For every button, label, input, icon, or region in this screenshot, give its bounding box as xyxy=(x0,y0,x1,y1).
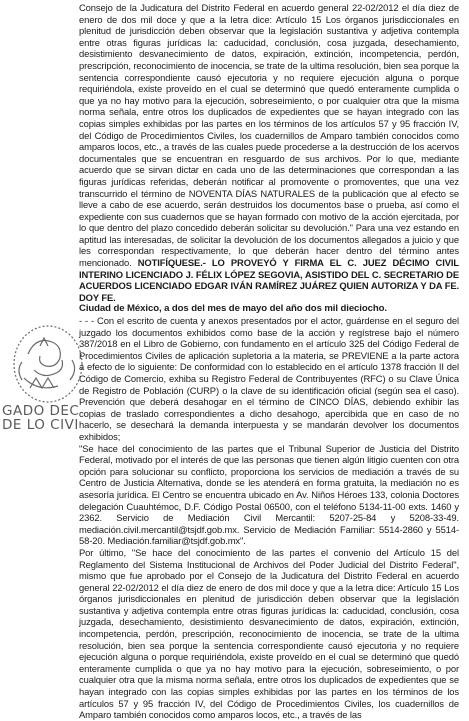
paragraph-4: Por último, "Se hace del conocimiento de las partes el convenio del Artículo 15 del Reglamento del Sistema Institucional de Archivos del Poder Judicial del Distrito Federal", mismo que fue aprobado por el Consejo de la Judicatura del Distrito Federal en acuerdo general 22-02/2012 el día diez de enero de dos mil doce y que a la letra dice: Artículo 15 Los órganos jurisdiccionales en plenitud de jurisdicción deben observar que la legislación sustantiva y adjetiva contempla entre otras figuras jurídicas la: caducidad, conclusión, cosa juzgada, desechamiento, desistimiento desvanecimiento de datos, expiración, extinción, incompetencia, perdón, prescripción, reconocimiento de inocencia, se trate de la ultima resolución, bien sea porque la sentencia correspondiente causó ejecutoria y no requiere ejecución alguna o porque requiriéndola, existe proveído en el cual se determinó que quedó enteramente cumplida o que ya no hay motivo para la ejecución, sobreseimiento, o por cualquier otra que la misma norma señala, entre otros los duplicados de expedientes que se hayan integrado con las copias simples exhibidas por las partes en los términos de los artículos 57 y 95 fracción IV, del Código de Procedimientos Civiles, los cuadernillos de Amparo también conocidos como amparos locos, etc., a través de las xyxy=(79,546,459,721)
document-body xyxy=(79,2,459,721)
date-line: Ciudad de México, a dos del mes de mayo del año dos mil dieciocho. xyxy=(79,303,387,315)
court-stamp xyxy=(2,404,80,432)
paragraph-3: "Se hace del conocimiento de las partes que el Tribunal Superior de Justicia del Distrito Federal, motivado por el interés de que las personas que tienen algún litigio cuenten con otra opción para solucionar su conflicto, proporciona los servicios de mediación a través de su Centro de Justicia Alternativa, donde se les atenderá en forma gratuita, la mediación no es asesoría jurídica. El Centro se encuentra ubicado en Av. Niños Héroes 133, colonia Doctores delegación Cuauhtémoc, D.F. Código Postal 06500, con el teléfono 5134-11-00 exts. 1460 y 2362. Servicio de Mediación Civil Mercantil: 5207-25-84 y 5208-33-49. mediación.civil.mercantil@tsjdf.gob.mx. Servicio de Mediación Familiar: 5514-2860 y 5514-58-20. Mediación.familiar@tsjdf.gob.mx". xyxy=(79,442,459,547)
paragraph-1 xyxy=(79,2,459,303)
court-stamp-line-2: DE LO CIVI xyxy=(2,417,79,432)
court-stamp-line-1: GADO DÉC xyxy=(2,404,80,419)
paragraph-1-text: Consejo de la Judicatura del Distrito Federal en acuerdo general 22-02/2012 el día diez de enero de dos mil doce y que a la letra dice: Artículo 15 Los órganos jurisdiccionales en plenitud de jurisdicción deben observar que la legislación sustantiva y adjetiva contempla entre otras figuras jurídicas la: caducidad, conclusión, cosa juzgada, desechamiento, desistimiento desvanecimiento de datos, expiración, extinción, incompetencia, perdón, prescripción, reconocimiento de inocencia, se trate de la ultima resolución, bien sea porque la sentencia correspondiente causó ejecutoria y no requiere ejecución alguna o porque requiriéndola, existe proveído en el cual se determinó que quedó enteramente cumplida o que ya no hay motivo para la ejecución, sobreseimiento, o por cualquier otra que la misma norma señala, entre otros los duplicados de expedientes que se hayan integrado con las copias simples exhibidas por las partes en los términos de los artículos 57 y 95 fracción IV, del Código de Procedimientos Civiles, los cuadernillos de Amparo también conocidos como amparos locos, etc., a través de las cuales puede procederse a la destrucción de los acervos documentales que se encuentran en resguardo de sus archivos. Por lo que, mediante acuerdo que se sirvan dictar en cada uno de las determinaciones que correspondan a las figuras jurídicas referidas, deberán notificar al promovente o promoventes, que una vez transcurrido el término de NOVENTA DÍAS NATURALES de la publicación que al efecto se lleve a cabo de ese acuerdo, serán destruidos los documentos base o prueba, así como el expediente con sus cuadernos que se hayan formado con motivo de la acción ejercitada, por lo que dentro del plazo concedido deberán solicitar su devolución." Para una vez estando en aptitud las interesadas, de solicitar la devolución de los documentos allegados a juicio y que les correspondan respectivamente, lo que deberán hacer dentro del término antes mencionado. xyxy=(79,2,459,269)
signature-block: NOTIFÍQUESE.- LO PROVEYÓ Y FIRMA EL C. JUEZ DÉCIMO CIVIL INTERINO LICENCIADO J. FÉLIX LÓPEZ SEGOVIA, ASISTIDO DEL C. SECRETARIO DE ACUERDOS LICENCIADO EDGAR IVÁN RAMÍREZ JUÁREZ QUIEN AUTORIZA Y DA FE. DOY FE. xyxy=(79,257,460,303)
paragraph-2: - - - Con el escrito de cuenta y anexos presentados por el actor, guárdense en el seguro del juzgado los documentos exhibidos como base de la acción y regístrese bajo el número 387/2018 en el Libro de Gobierno, con fundamento en el artículo 325 del Código Federal de Procedimientos Civiles de aplicación supletoria a la materia, se PREVIENE a la parte actora a efecto de lo siguiente: De conformidad con lo establecido en el artículo 1378 fracción II del Código de Comercio, exhiba su Registro Federal de Contribuyentes (RFC) o su Clave Única de Registro de Población (CURP) o la clave de su identificación oficial (según sea el caso). Prevención que deberá desahogar en el término de CINCO DÍAS, debiendo exhibir las copias de traslado correspondientes a dicho desahogo, apercibida que en caso de no hacerlo, se desechará la demanda interpuesta y se mandarán devolver los documentos exhibidos; xyxy=(79,315,459,442)
